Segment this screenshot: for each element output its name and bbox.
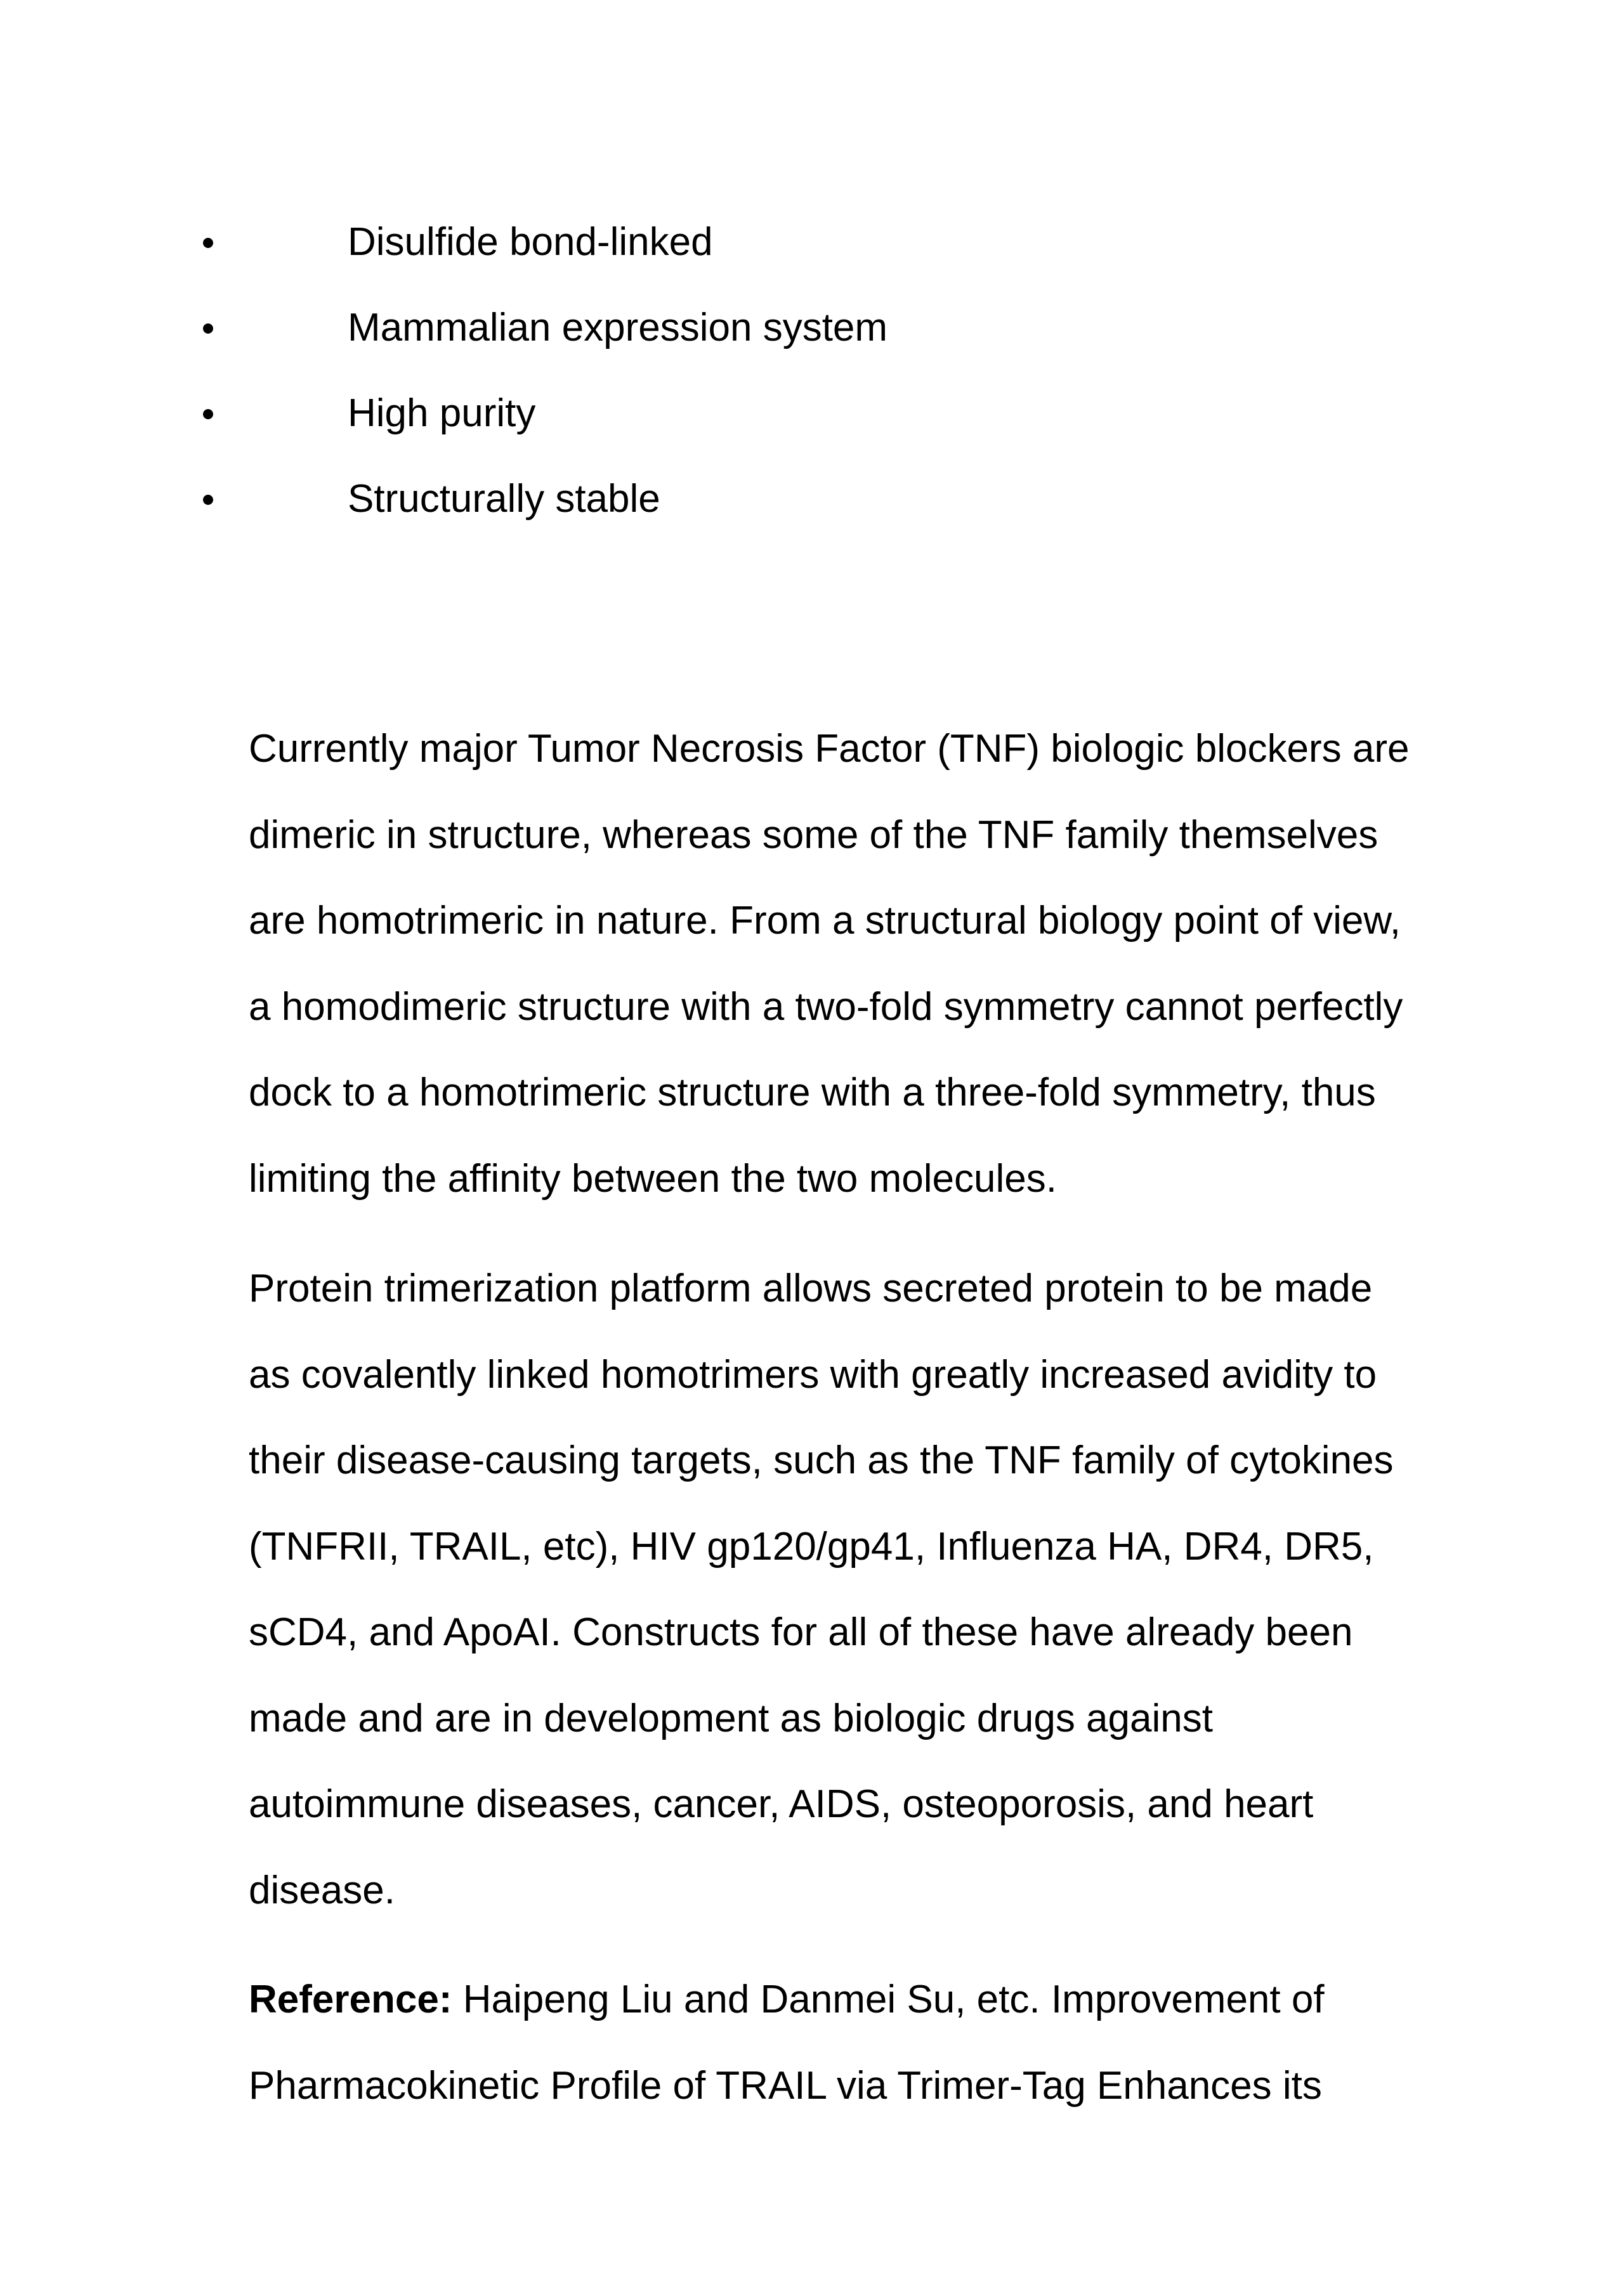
feature-text: High purity	[348, 391, 536, 435]
paragraph-trimerization-platform: Protein trimerization platform allows secreted protein to be made as covalently linked homotrimers with greatly increased avidity to their disease-causing targets, such as the TNF family of cytokines (TNFRII, TRAIL, etc), HIV gp120/gp41, Influenza HA, DR4, DR5, sCD4, and ApoAI. Constructs for all of these have already been made and are in development as biologic drugs against autoimmune diseases, cancer, AIDS, osteoporosis, and heart disease.	[249, 1267, 1394, 1912]
list-item	[0, 386, 1624, 471]
paragraph-tnf-blockers: Currently major Tumor Necrosis Factor (TNF) biologic blockers are dimeric in structure, whereas some of the TNF family themselves are homotrimeric in nature. From a structural biology point of view, a homodimeric structure with a two-fold symmetry cannot perfectly dock to a homotrimeric structure with a three-fold symmetry, thus limiting the affinity between the two molecules.	[249, 727, 1410, 1201]
bullet-icon	[203, 323, 213, 334]
feature-list	[0, 214, 1624, 557]
reference-paragraph	[249, 1957, 1416, 2129]
list-item	[0, 300, 1624, 386]
bullet-icon	[203, 495, 213, 505]
reference-label: Reference:	[249, 1978, 452, 2021]
list-item	[0, 471, 1624, 557]
feature-text: Structurally stable	[348, 477, 660, 521]
list-item	[0, 214, 1624, 300]
feature-text: Mammalian expression system	[348, 306, 888, 349]
reference-text: Haipeng Liu and Danmei Su, etc. Improvement of Pharmacokinetic Profile of TRAIL via Trimer-Tag Enhances its	[249, 1978, 1325, 2108]
bullet-icon	[203, 238, 213, 248]
feature-text: Disulfide bond-linked	[348, 220, 713, 264]
bullet-icon	[203, 409, 213, 419]
